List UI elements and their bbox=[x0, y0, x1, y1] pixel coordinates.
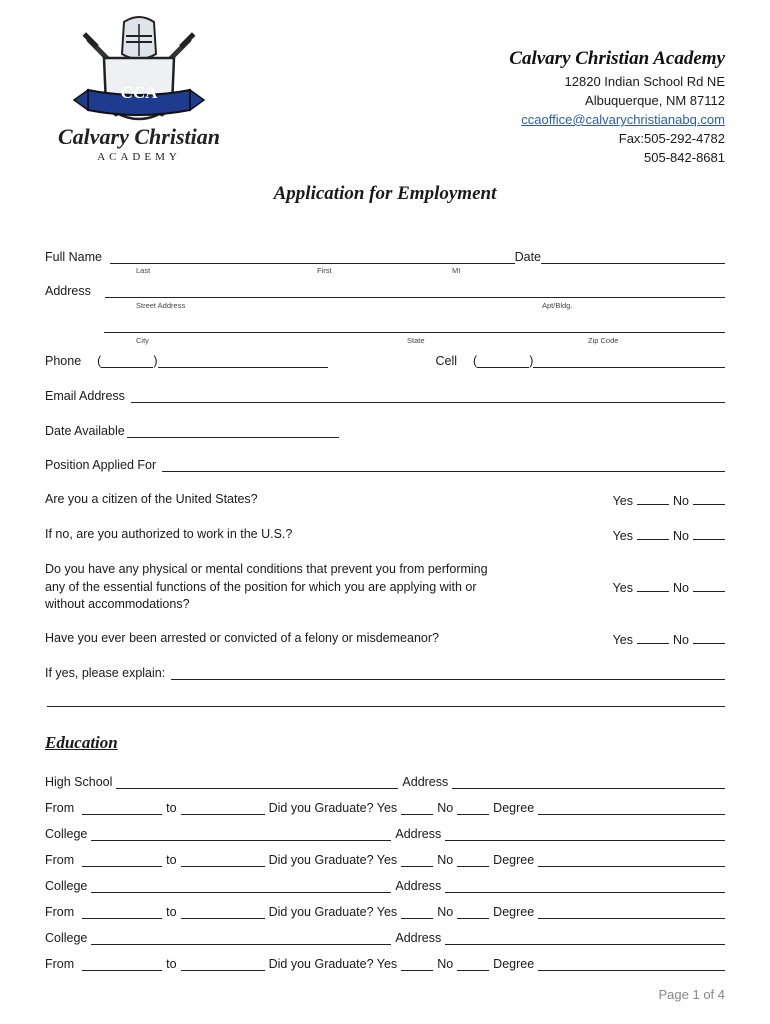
address-label: Address bbox=[402, 775, 449, 789]
college-field-3[interactable] bbox=[91, 932, 391, 945]
to-field[interactable] bbox=[181, 958, 265, 971]
mi-hint: MI bbox=[452, 266, 461, 275]
college-field-2[interactable] bbox=[91, 880, 391, 893]
to-label: to bbox=[166, 905, 177, 919]
address-label: Address bbox=[395, 879, 442, 893]
cell-area-code-field[interactable] bbox=[477, 355, 529, 368]
citizen-yes-no bbox=[613, 492, 725, 508]
city-hint: City bbox=[136, 336, 149, 345]
crest-initials: CCA bbox=[120, 83, 158, 102]
full-name-field[interactable] bbox=[110, 251, 515, 264]
authorized-yes-field[interactable] bbox=[637, 527, 669, 540]
to-field[interactable] bbox=[181, 906, 265, 919]
address-label: Address bbox=[45, 284, 91, 298]
college-dates-row-2 bbox=[45, 905, 725, 919]
college-dates-row-1 bbox=[45, 853, 725, 867]
from-label: From bbox=[45, 853, 75, 867]
logo-academy-label: ACADEMY bbox=[97, 151, 181, 163]
to-field[interactable] bbox=[181, 854, 265, 867]
college-row-3 bbox=[45, 931, 725, 945]
graduate-label: Did you Graduate? Yes bbox=[268, 853, 398, 867]
address-label: Address bbox=[395, 931, 442, 945]
state-hint: State bbox=[407, 336, 425, 345]
graduate-label: Did you Graduate? Yes bbox=[268, 957, 398, 971]
no-label: No bbox=[673, 529, 689, 543]
degree-label: Degree bbox=[493, 957, 535, 971]
college-dates-row-3 bbox=[45, 957, 725, 971]
to-label: to bbox=[166, 801, 177, 815]
authorized-yes-no bbox=[613, 527, 725, 543]
citizen-no-field[interactable] bbox=[693, 492, 725, 505]
arrested-yes-no bbox=[613, 631, 725, 647]
zip-hint: Zip Code bbox=[588, 336, 619, 345]
full-name-row bbox=[45, 250, 725, 264]
graduate-label: Did you Graduate? Yes bbox=[268, 801, 398, 815]
no-label: No bbox=[673, 494, 689, 508]
degree-field[interactable] bbox=[538, 906, 725, 919]
school-phone: 505-842-8681 bbox=[644, 150, 725, 165]
date-label: Date bbox=[514, 250, 541, 264]
to-field[interactable] bbox=[181, 802, 265, 815]
apt-hint: Apt/Bldg. bbox=[542, 301, 573, 310]
position-label: Position Applied For bbox=[45, 458, 157, 472]
email-row bbox=[45, 389, 725, 403]
address-label: Address bbox=[395, 827, 442, 841]
phone-area-code-field[interactable] bbox=[101, 355, 153, 368]
degree-field[interactable] bbox=[538, 958, 725, 971]
cell-number-field[interactable] bbox=[533, 355, 725, 368]
arrested-no-field[interactable] bbox=[693, 631, 725, 644]
degree-label: Degree bbox=[493, 801, 535, 815]
graduate-yes-field[interactable] bbox=[401, 802, 433, 815]
date-field[interactable] bbox=[541, 251, 725, 264]
college-address-field-2[interactable] bbox=[445, 880, 725, 893]
full-name-label: Full Name bbox=[45, 250, 102, 264]
date-available-field[interactable] bbox=[127, 425, 339, 438]
from-field[interactable] bbox=[82, 802, 162, 815]
authorized-question: If no, are you authorized to work in the U.S.? bbox=[45, 527, 293, 541]
graduate-yes-field[interactable] bbox=[401, 958, 433, 971]
degree-label: Degree bbox=[493, 905, 535, 919]
no-label: No bbox=[437, 853, 454, 867]
degree-field[interactable] bbox=[538, 802, 725, 815]
from-field[interactable] bbox=[82, 854, 162, 867]
college-row-2 bbox=[45, 879, 725, 893]
graduate-yes-field[interactable] bbox=[401, 854, 433, 867]
date-available-label: Date Available bbox=[45, 424, 125, 438]
cell-label: Cell bbox=[435, 354, 458, 368]
citizen-question: Are you a citizen of the United States? bbox=[45, 492, 258, 506]
from-field[interactable] bbox=[82, 958, 162, 971]
phone-number-field[interactable] bbox=[158, 355, 328, 368]
conditions-yes-no bbox=[613, 579, 725, 595]
street-address-hint: Street Address bbox=[136, 301, 186, 310]
no-label: No bbox=[673, 633, 689, 647]
college-row-1 bbox=[45, 827, 725, 841]
no-label: No bbox=[437, 905, 454, 919]
graduate-yes-field[interactable] bbox=[401, 906, 433, 919]
conditions-question: Do you have any physical or mental conditions that prevent you from performing any of the essential functions of the position for which you are applying with or without accommodations? bbox=[45, 562, 488, 611]
position-field[interactable] bbox=[162, 459, 725, 472]
graduate-no-field[interactable] bbox=[457, 906, 489, 919]
graduate-label: Did you Graduate? Yes bbox=[268, 905, 398, 919]
yes-label: Yes bbox=[612, 529, 634, 543]
college-label: College bbox=[45, 827, 88, 841]
college-label: College bbox=[45, 931, 88, 945]
authorized-no-field[interactable] bbox=[693, 527, 725, 540]
email-field[interactable] bbox=[131, 390, 725, 403]
high-school-label: High School bbox=[45, 775, 113, 789]
from-label: From bbox=[45, 905, 75, 919]
first-name-hint: First bbox=[317, 266, 332, 275]
explain-label: If yes, please explain: bbox=[45, 666, 166, 680]
college-label: College bbox=[45, 879, 88, 893]
high-school-dates-row bbox=[45, 801, 725, 815]
street-address-field[interactable] bbox=[105, 285, 725, 298]
from-label: From bbox=[45, 957, 75, 971]
yes-label: Yes bbox=[612, 633, 634, 647]
city-row bbox=[104, 320, 725, 333]
degree-field[interactable] bbox=[538, 854, 725, 867]
address-row bbox=[45, 284, 725, 298]
school-email-link[interactable]: ccaoffice@calvarychristianabq.com bbox=[521, 112, 725, 127]
email-label: Email Address bbox=[45, 389, 125, 403]
no-label: No bbox=[437, 957, 454, 971]
last-name-hint: Last bbox=[136, 266, 151, 275]
phone-row: Phone ( ) Cell ( ) bbox=[45, 354, 725, 368]
explain-row-2 bbox=[45, 694, 725, 707]
arrested-yes-field[interactable] bbox=[637, 631, 669, 644]
explain-field[interactable] bbox=[171, 667, 725, 680]
graduate-no-field[interactable] bbox=[457, 958, 489, 971]
education-section-title: Education bbox=[45, 733, 118, 752]
from-label: From bbox=[45, 801, 75, 815]
high-school-row bbox=[45, 775, 725, 789]
position-row bbox=[45, 458, 725, 472]
conditions-yes-field[interactable] bbox=[637, 579, 669, 592]
graduate-no-field[interactable] bbox=[457, 854, 489, 867]
school-name: Calvary Christian Academy bbox=[509, 48, 725, 69]
yes-label: Yes bbox=[612, 581, 634, 595]
college-field-1[interactable] bbox=[91, 828, 391, 841]
arrested-question: Have you ever been arrested or convicted of a felony or misdemeanor? bbox=[45, 631, 439, 645]
to-label: to bbox=[166, 853, 177, 867]
explain-field-2[interactable] bbox=[47, 694, 725, 707]
page-number: Page 1 of 4 bbox=[658, 987, 725, 1002]
conditions-no-field[interactable] bbox=[693, 579, 725, 592]
no-label: No bbox=[437, 801, 454, 815]
citizen-yes-field[interactable] bbox=[637, 492, 669, 505]
yes-label: Yes bbox=[612, 494, 634, 508]
no-label: No bbox=[673, 581, 689, 595]
school-fax: Fax:505-292-4782 bbox=[618, 131, 725, 146]
phone-label: Phone bbox=[45, 354, 82, 368]
high-school-field[interactable] bbox=[116, 776, 398, 789]
form-title: Application for Employment bbox=[273, 183, 497, 204]
graduate-no-field[interactable] bbox=[457, 802, 489, 815]
degree-label: Degree bbox=[493, 853, 535, 867]
date-available-row bbox=[45, 424, 725, 438]
college-address-field-1[interactable] bbox=[445, 828, 725, 841]
from-field[interactable] bbox=[82, 906, 162, 919]
city-state-zip-field[interactable] bbox=[104, 320, 725, 333]
logo-school-name: Calvary Christian bbox=[58, 124, 220, 149]
address-line-2: Albuquerque, NM 87112 bbox=[585, 93, 725, 108]
high-school-address-field[interactable] bbox=[452, 776, 725, 789]
to-label: to bbox=[166, 957, 177, 971]
school-contact-block bbox=[509, 46, 725, 167]
address-line-1: 12820 Indian School Rd NE bbox=[564, 74, 725, 89]
explain-row bbox=[45, 666, 725, 680]
college-address-field-3[interactable] bbox=[445, 932, 725, 945]
